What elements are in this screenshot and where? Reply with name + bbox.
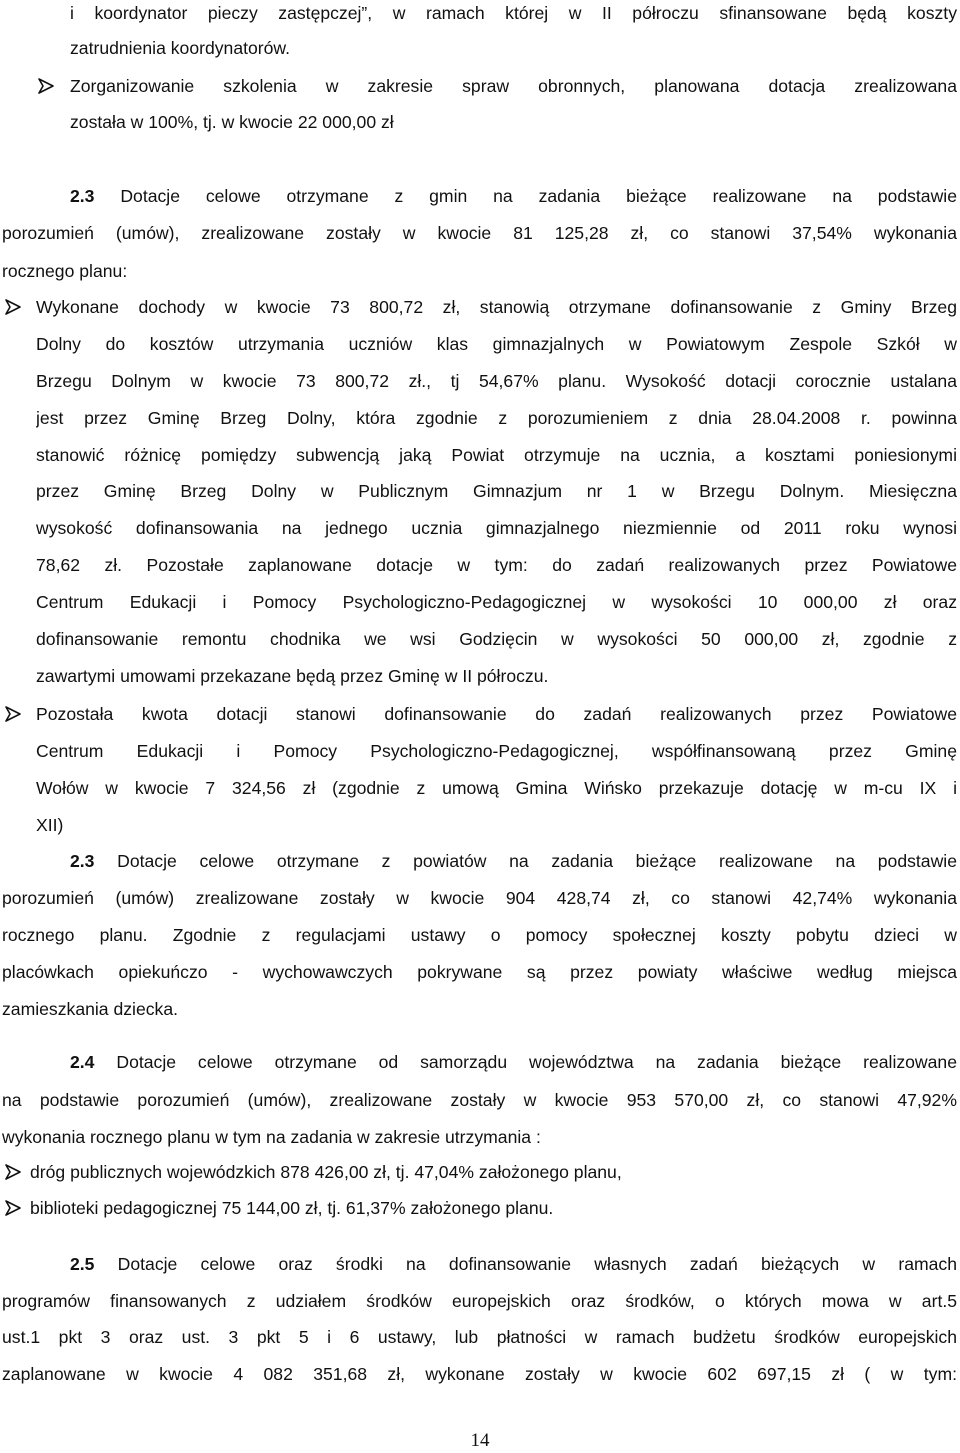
text-line: Dolny do kosztów utrzymania uczniów klas gimnazjalnych w Powiatowym Zespole Szkół w <box>36 334 957 354</box>
text-line: 78,62 zł. Pozostałe zaplanowane dotacje w tym: do zadań realizowanych przez Powiatowe <box>36 555 957 575</box>
text-line: Wołów w kwocie 7 324,56 zł (zgodnie z umową Gmina Wińsko przekazuje dotację w m-cu IX i <box>36 778 957 798</box>
list-item: biblioteki pedagogicznej 75 144,00 zł, tj. 61,37% założonego planu. <box>30 1198 554 1218</box>
text-line: na podstawie porozumień (umów), zrealizowane zostały w kwocie 953 570,00 zł, co stanowi 47,92% <box>2 1090 957 1110</box>
text-line: zaplanowane w kwocie 4 082 351,68 zł, wykonane zostały w kwocie 602 697,15 zł ( w tym: <box>2 1364 957 1384</box>
text-line: porozumień (umów), zrealizowane zostały w kwocie 81 125,28 zł, co stanowi 37,54% wykonania <box>2 223 957 243</box>
section-text: Dotacje celowe otrzymane z powiatów na zadania bieżące realizowane na podstawie <box>94 851 957 871</box>
text-line: zamieszkania dziecka. <box>2 999 179 1019</box>
text-line: jest przez Gminę Brzeg Dolny, która zgodnie z porozumieniem z dnia 28.04.2008 r. powinna <box>36 408 957 428</box>
section-heading-line <box>70 1253 957 1275</box>
text-line: i koordynator pieczy zastępczej”, w ramach której w II półroczu sfinansowane będą koszty <box>70 3 957 23</box>
section-text: Dotacje celowe otrzymane z gmin na zadania bieżące realizowane na podstawie <box>94 186 957 206</box>
text-line: ust.1 pkt 3 oraz ust. 3 pkt 5 i 6 ustawy, lub płatności w ramach budżetu środków europejskich <box>2 1327 957 1347</box>
text-line: rocznego planu. Zgodnie z regulacjami ustawy o pomocy społecznej koszty pobytu dzieci w <box>2 925 957 945</box>
list-item: dróg publicznych wojewódzkich 878 426,00 zł, tj. 47,04% założonego planu, <box>30 1162 622 1182</box>
text-line: zawartymi umowami przekazane będą przez Gminę w II półroczu. <box>36 666 549 686</box>
text-line: Zorganizowanie szkolenia w zakresie spraw obronnych, planowana dotacja zrealizowana <box>70 76 957 96</box>
section-number: 2.3 <box>70 851 95 871</box>
text-line: wysokość dofinansowania na jednego ucznia gimnazjalnego niezmiennie od 2011 roku wynosi <box>36 518 957 538</box>
text-line: placówkach opiekuńczo - wychowawczych pokrywane są przez powiaty właściwe według miejsca <box>2 962 957 982</box>
text-line: rocznego planu: <box>2 261 128 281</box>
text-line: stanowić różnicę pomiędzy subwencją jaką Powiat otrzymuje na ucznia, a kosztami poniesionymi <box>36 445 957 465</box>
page-number: 14 <box>470 1430 490 1451</box>
arrowhead-bullet-icon <box>4 1163 22 1181</box>
text-line: dofinansowanie remontu chodnika we wsi Godzięcin w wysokości 50 000,00 zł, zgodnie z <box>36 629 957 649</box>
section-number: 2.4 <box>70 1052 95 1072</box>
section-number: 2.5 <box>70 1254 95 1274</box>
arrowhead-bullet-icon <box>4 298 22 316</box>
arrowhead-bullet-icon <box>4 705 22 723</box>
text-line: programów finansowanych z udziałem środków europejskich oraz środków, o których mowa w art.5 <box>2 1291 957 1311</box>
text-line: zatrudnienia koordynatorów. <box>70 38 291 58</box>
arrowhead-bullet-icon <box>37 77 55 95</box>
section-heading-line <box>70 850 957 872</box>
text-line: wykonania rocznego planu w tym na zadania w zakresie utrzymania : <box>2 1127 541 1147</box>
section-heading-line <box>70 1051 957 1073</box>
text-line: Centrum Edukacji i Pomocy Psychologiczno-Pedagogicznej, współfinansowaną przez Gminę <box>36 741 957 761</box>
text-line: Wykonane dochody w kwocie 73 800,72 zł, stanowią otrzymane dofinansowanie z Gminy Brzeg <box>36 297 957 317</box>
section-number: 2.3 <box>70 186 95 206</box>
text-line: XII) <box>36 815 64 835</box>
text-line: przez Gminę Brzeg Dolny w Publicznym Gimnazjum nr 1 w Brzegu Dolnym. Miesięczna <box>36 481 957 501</box>
text-line: porozumień (umów) zrealizowane zostały w kwocie 904 428,74 zł, co stanowi 42,74% wykonania <box>2 888 957 908</box>
text-line: Centrum Edukacji i Pomocy Psychologiczno-Pedagogicznej w wysokości 10 000,00 zł oraz <box>36 592 957 612</box>
arrowhead-bullet-icon <box>4 1199 22 1217</box>
text-line: została w 100%, tj. w kwocie 22 000,00 zł <box>70 112 394 132</box>
section-text: Dotacje celowe otrzymane od samorządu województwa na zadania bieżące realizowane <box>94 1052 957 1072</box>
text-line: Pozostała kwota dotacji stanowi dofinansowanie do zadań realizowanych przez Powiatowe <box>36 704 957 724</box>
section-heading-line <box>70 185 957 207</box>
section-text: Dotacje celowe oraz środki na dofinansowanie własnych zadań bieżących w ramach <box>94 1254 957 1274</box>
text-line: Brzegu Dolnym w kwocie 73 800,72 zł., tj 54,67% planu. Wysokość dotacji corocznie ustalana <box>36 371 957 391</box>
